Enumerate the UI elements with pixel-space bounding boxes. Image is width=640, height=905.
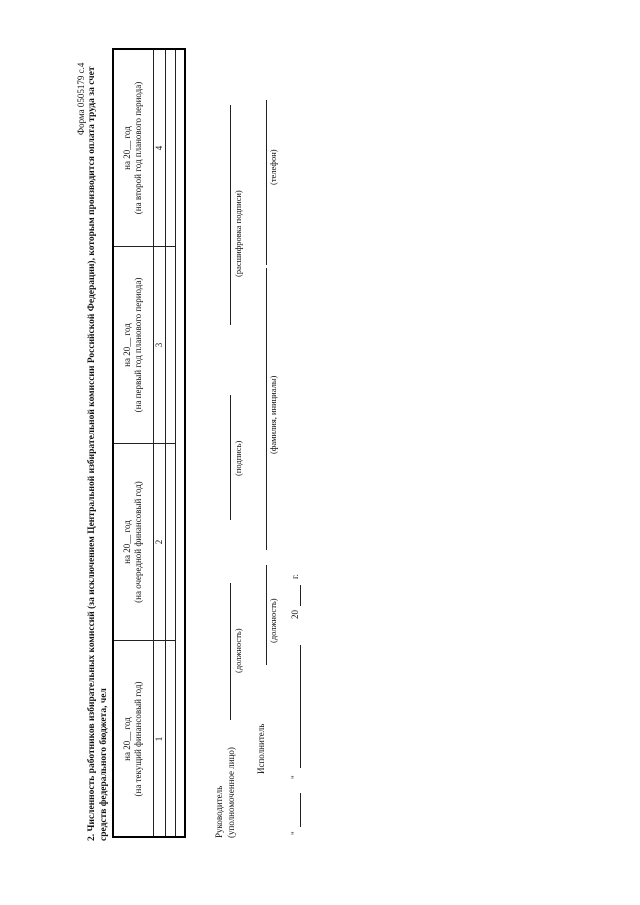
phone-caption: (телефон): [268, 149, 278, 185]
signature-caption: (подпись): [233, 440, 243, 476]
signature-line[interactable]: [230, 395, 231, 520]
column-header-year: на 20__ год: [122, 126, 132, 170]
date-quote-open: ": [290, 831, 300, 835]
column-number: 3: [154, 247, 166, 444]
executor-label: Исполнитель: [256, 723, 266, 774]
date-quote-close: ": [290, 775, 300, 779]
column-header-year: на 20__ год: [122, 717, 132, 761]
date-suffix: г.: [290, 574, 300, 579]
date-month-line[interactable]: [300, 645, 301, 768]
data-cell[interactable]: [166, 247, 176, 444]
column-number: 1: [154, 641, 166, 838]
column-header-year: на 20__ год: [122, 520, 132, 564]
column-header-year: на 20__ год: [122, 323, 132, 367]
column-header-1: [113, 641, 154, 838]
section-heading: 2. Численность работников избирательных комиссий (за исключением Центральной избирательной комиссии Российской Федерации), которым производится оплата труда за счет средств федерального бюджета, чел: [87, 66, 109, 841]
table-row: [166, 50, 176, 838]
position-line[interactable]: [230, 583, 231, 720]
staff-count-table: [112, 49, 176, 838]
date-year-line[interactable]: [300, 585, 301, 606]
column-header-period: (на первый год планового периода): [133, 277, 143, 413]
column-header-4: [113, 50, 154, 247]
phone-line[interactable]: [266, 100, 267, 265]
column-number: 2: [154, 444, 166, 641]
form-code: Форма 0505179 с.4: [76, 62, 86, 135]
table-header-row: [113, 50, 154, 838]
column-header-period: (на второй год планового периода): [133, 81, 143, 215]
column-number-row: [154, 50, 166, 838]
column-header-2: [113, 444, 154, 641]
executor-position-line[interactable]: [266, 565, 267, 665]
decoding-line[interactable]: [230, 105, 231, 325]
executor-position-caption: (должность): [268, 598, 278, 643]
head-label: Руководитель: [214, 785, 224, 838]
data-cell[interactable]: [166, 50, 176, 247]
data-cell[interactable]: [166, 444, 176, 641]
position-caption: (должность): [233, 628, 243, 673]
date-year-prefix: 20: [290, 610, 300, 619]
full-name-line[interactable]: [266, 268, 267, 550]
data-cell[interactable]: [166, 641, 176, 838]
full-name-caption: (фамилия, инициалы): [268, 375, 278, 454]
date-day-line[interactable]: [300, 793, 301, 827]
column-number: 4: [154, 50, 166, 247]
column-header-period: (на текущий финансовый год): [133, 681, 143, 797]
head-label-authorized: (уполномоченное лицо): [226, 747, 236, 838]
decoding-caption: (расшифровка подписи): [233, 190, 243, 277]
column-header-period: (на очередной финансовый год): [133, 481, 143, 603]
column-header-3: [113, 247, 154, 444]
